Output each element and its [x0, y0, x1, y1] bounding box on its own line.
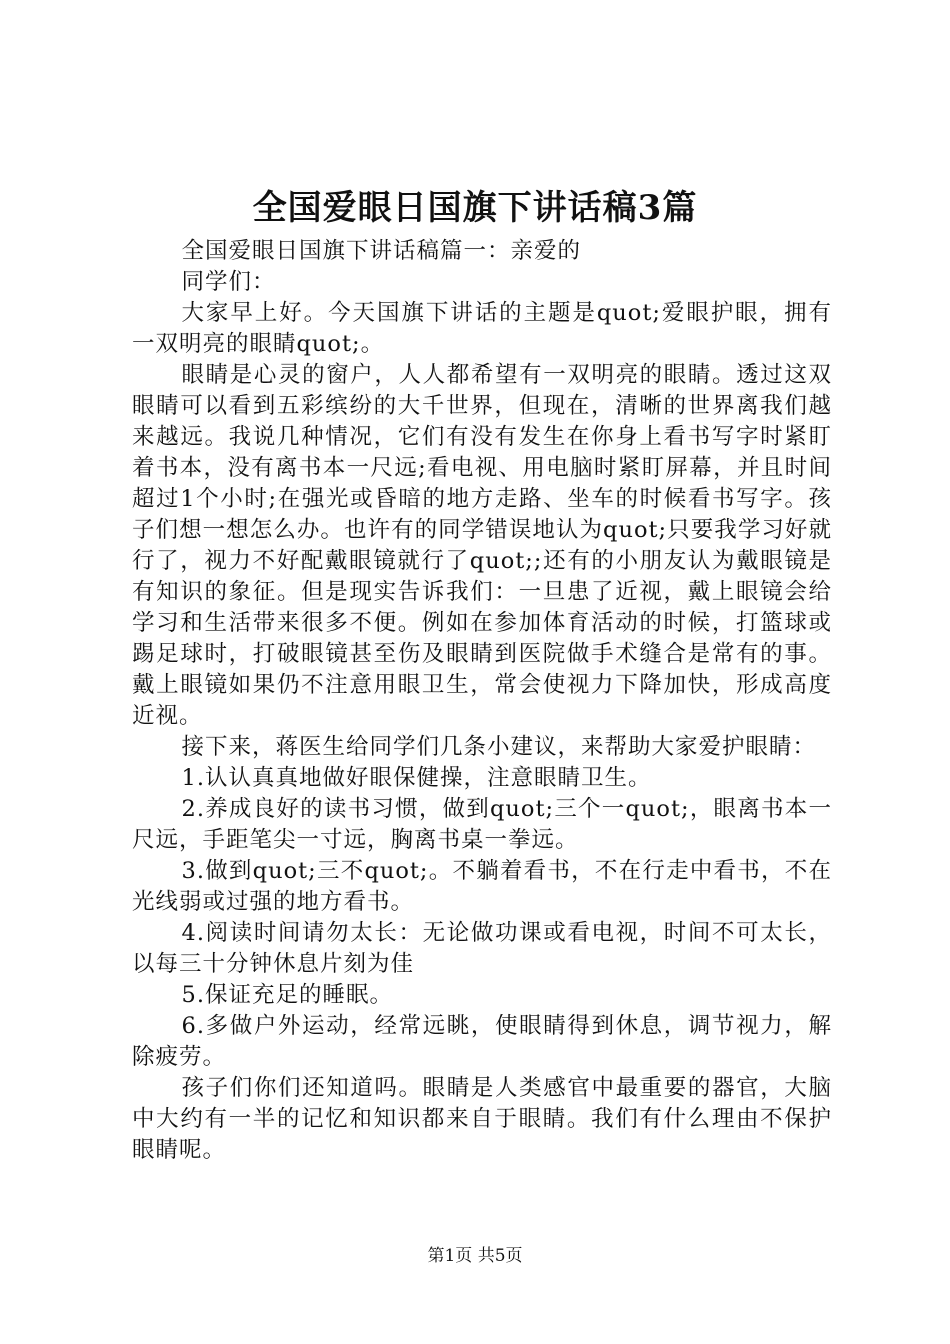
paragraph-conclusion: 孩子们你们还知道吗。眼睛是人类感官中最重要的器官，大脑中大约有一半的记忆和知识都来自于眼睛。我们有什么理由不保护眼睛呢。	[132, 1075, 832, 1163]
page-footer: 第1页 共5页	[427, 1246, 523, 1266]
list-item-1: 1.认认真真地做好眼保健操，注意眼睛卫生。	[181, 765, 652, 791]
document-body	[132, 236, 832, 1166]
paragraph-eyes-intro: 眼睛是心灵的窗户，人人都希望有一双明亮的眼睛。透过这双眼睛可以看到五彩缤纷的大千世界，但现在，清晰的世界离我们越来越远。我说几种情况，它们有没有发生在你身上看书写字时紧盯着书本，没有离书本一尺远;看电视、用电脑时紧盯屏幕，并且时间超过1个小时;在强光或昏暗的地方走路、坐车的时候看书写字。孩子们想一想怎么办。也许有的同学错误地认为quot;只要我学习好就行了，视力不好配戴眼镜就行了quot;;还有的小朋友认为戴眼镜是有知识的象征。但是现实告诉我们：一旦患了近视，戴上眼镜会给学习和生活带来很多不便。例如在参加体育活动的时候，打篮球或踢足球时，打破眼镜甚至伤及眼睛到医院做手术缝合是常有的事。戴上眼镜如果仍不注意用眼卫生，常会使视力下降加快，形成高度近视。	[132, 362, 832, 729]
document-title: 全国爱眼日国旗下讲话稿3篇	[252, 188, 698, 228]
paragraph-salutation: 同学们：	[181, 269, 276, 295]
list-item-2: 2.养成良好的读书习惯，做到quot;三个一quot;，眼离书本一尺远，手距笔尖一寸远，胸离书桌一拳远。	[132, 796, 832, 853]
list-item-6: 6.多做户外运动，经常远眺，使眼睛得到休息，调节视力，解除疲劳。	[132, 1013, 832, 1070]
list-item-4: 4.阅读时间请勿太长：无论做功课或看电视，时间不可太长，以每三十分钟休息片刻为佳	[132, 920, 832, 977]
paragraph-advice-intro: 接下来，蒋医生给同学们几条小建议，来帮助大家爱护眼睛：	[181, 734, 817, 760]
list-item-5: 5.保证充足的睡眠。	[181, 982, 393, 1008]
paragraph-greeting: 大家早上好。今天国旗下讲话的主题是quot;爱眼护眼，拥有一双明亮的眼睛quot;。	[132, 300, 832, 357]
list-item-3: 3.做到quot;三不quot;。不躺着看书，不在行走中看书，不在光线弱或过强的地方看书。	[132, 858, 832, 915]
paragraph-heading-line: 全国爱眼日国旗下讲话稿篇一：亲爱的	[181, 238, 582, 264]
